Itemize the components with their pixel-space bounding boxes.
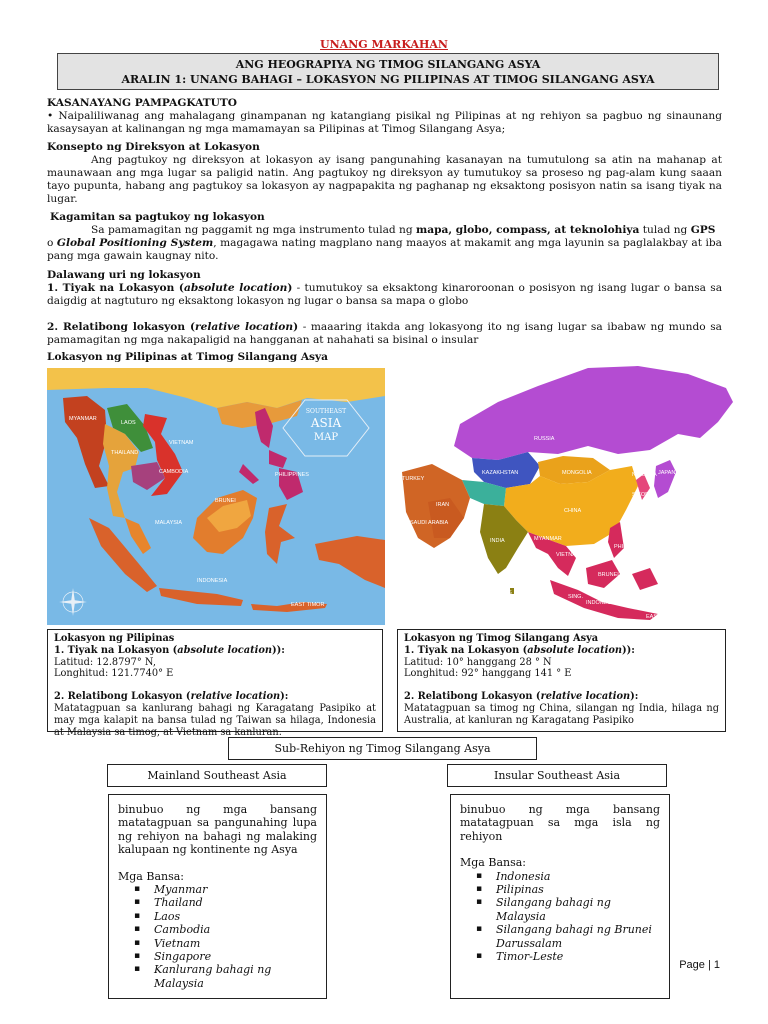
lesson-title-line1: ANG HEOGRAPIYA NG TIMOG SILANGANG ASYA: [235, 58, 541, 71]
list-item: ▪ Timor-Leste: [496, 950, 660, 963]
left-map-label: LAOS: [121, 420, 136, 426]
ph-latitude: Latitud: 12.8797° N,: [54, 656, 156, 668]
sea-location-box: [397, 629, 726, 732]
southeast-asia-map: [47, 368, 385, 625]
list-item: ▪ Indonesia: [496, 870, 660, 883]
philippines-location-box: [47, 629, 383, 738]
right-map-label: IRAN: [436, 502, 450, 508]
right-map-label: MYANMAR: [534, 536, 562, 542]
mainland-countries-label: Mga Bansa:: [118, 869, 184, 883]
ph-longitude: Longhitud: 121.7740° E: [54, 668, 174, 680]
list-item: ▪ Kanlurang bahagi ng Malaysia: [154, 963, 317, 990]
tools-text-part: Sa pamamagitan ng paggamit ng mga instrumento tulad ng: [91, 223, 417, 236]
compass-rose-icon: [59, 588, 87, 616]
insular-title: Insular Southeast Asia: [447, 764, 667, 787]
type-absolute: [47, 282, 722, 308]
sea-relative-text: Matatagpuan sa timog ng China, silangan ng India, hilaga ng Australia, at kanluran ng Karagatang Pasipiko: [404, 702, 719, 726]
concept-heading: Konsepto ng Direksyon at Lokasyon: [47, 141, 260, 153]
right-map-label: PHILIPPINES: [614, 544, 648, 550]
right-map-label: CHINA: [564, 508, 582, 514]
right-map-label: MONGOLIA: [562, 470, 592, 476]
concept-text: Ang pagtukoy ng direksyon at lokasyon ay isang pangunahing kasanayan na tumutulong sa atin na mahanap at maunawaan ang mga lugar sa paligid natin. Ang pagtukoy ng direksyon ay tumutukoy sa proseso ng pag-alam kung saaan tayo pupunta, habang ang pagtukoy sa lokasyon ay nagpapakita ng paghanap ng eksaktong posisyon natin sa isang tiyak na lugar.: [47, 153, 722, 205]
competency-bullet: • Naipaliliwanag ang mahalagang ginampanan ng katangiang pisikal ng Pilipinas at ng rehiyon sa pagbuo ng sinaunang kasaysayan at kalinangan ng mga mamamayan sa Pilipinas at Timog Silangang Asya;: [47, 109, 722, 135]
concept-section: [47, 141, 722, 206]
ph-relative-label-end: ):: [280, 691, 289, 703]
page-number: Page | 1: [679, 959, 720, 971]
mainland-box: [108, 794, 327, 999]
quarter-heading: UNANG MARKAHAN: [320, 38, 448, 51]
ph-absolute-en: absolute location: [177, 644, 272, 656]
ph-box-title: Lokasyon ng Pilipinas: [54, 633, 175, 644]
type-relative-text: - maaaring itakda ang lokasyong ito ng isang lugar sa ibabaw ng mundo sa pamamagitan ng mga nakapaligid na hangganan at nahahati sa bisinal o insular: [47, 320, 722, 346]
tools-gps: GPS: [690, 223, 716, 236]
right-map-label: KAZAKHSTAN: [482, 470, 519, 476]
sea-relative-heading: [404, 691, 719, 703]
location-types-section: [47, 269, 722, 347]
right-map-label: TURKEY: [402, 476, 425, 482]
left-map-label: THAILAND: [111, 450, 139, 456]
southeast-asia-map-image: [47, 368, 385, 625]
right-map-label: EAST TIMOR: [646, 614, 680, 620]
type-absolute-text: - tumutukoy sa eksaktong kinaroroonan o posisyon ng isang lugar o bansa sa daigdig at nagtuturo ng eksaktong lokasyon ng lugar o bansa sa mapa o globo: [47, 281, 723, 307]
ph-absolute-label-end: )):: [272, 644, 285, 656]
left-map-label: EAST TIMOR: [291, 602, 325, 608]
map-title-small: SOUTHEAST: [305, 408, 347, 415]
subregion-title: Sub-Rehiyon ng Timog Silangang Asya: [228, 737, 537, 760]
right-map-label: SAUDI ARABIA: [410, 520, 449, 526]
sea-absolute-heading: [404, 645, 719, 657]
left-map-label: BRUNEI: [215, 498, 236, 504]
right-map-label: TAIWAN: [642, 524, 663, 530]
types-heading: Dalawang uri ng lokasyon: [47, 269, 201, 281]
insular-country-list: [460, 870, 660, 964]
list-item: ▪ Vietnam: [154, 937, 317, 950]
lesson-title-line2: ARALIN 1: UNANG BAHAGI – LOKASYON NG PILIPINAS AT TIMOG SILANGANG ASYA: [121, 73, 655, 86]
left-map-label: VIETNAM: [169, 440, 194, 446]
list-item: ▪ Cambodia: [154, 923, 317, 936]
competency-section: [47, 97, 722, 136]
type-relative-label-end: ): [293, 320, 299, 333]
tools-instruments: mapa, globo, compass, at teknolohiya: [416, 223, 640, 236]
competency-heading: KASANAYANG PAMPAGKATUTO: [47, 97, 238, 109]
right-map-label: S.KOREA: [632, 492, 657, 498]
sea-box-title: Lokasyon ng Timog Silangang Asya: [404, 633, 599, 644]
left-map-label: MALAYSIA: [155, 520, 183, 526]
maps-heading: Lokasyon ng Pilipinas at Timog Silangang Asya: [47, 351, 329, 363]
mainland-title: Mainland Southeast Asia: [107, 764, 327, 787]
map-title-map: MAP: [313, 432, 339, 443]
right-map-label: SRI LANKA: [518, 584, 547, 590]
right-map-label: MALDIVES: [484, 590, 512, 596]
ph-absolute-heading: [54, 645, 376, 657]
map-title-big: ASIA: [310, 416, 342, 430]
tools-text-part: o: [47, 236, 57, 249]
type-relative: [47, 321, 722, 347]
insular-countries-label: Mga Bansa:: [460, 856, 526, 870]
tools-heading: Kagamitan sa pagtukoy ng lokasyon: [50, 211, 265, 223]
asia-map-image: [388, 362, 733, 624]
sea-relative-en: relative location: [540, 691, 631, 703]
lesson-title-box: [57, 53, 719, 90]
right-map-label: BRUNEI: [598, 572, 619, 578]
tools-gps-full: Global Positioning System: [56, 236, 214, 249]
list-item: ▪ Myanmar: [154, 883, 317, 896]
list-item: ▪ Pilipinas: [496, 883, 660, 896]
asia-map: [388, 362, 733, 624]
sea-relative-label-end: ):: [630, 691, 639, 703]
tools-section: [47, 211, 722, 263]
tools-text-part: , magagawa nating magplano nang maayos at makamit ang mga layunin sa paglalakbay at iba pang mga gawain kaugnay nito.: [47, 236, 722, 262]
sea-absolute-en: absolute location: [527, 644, 622, 656]
list-item: ▪ Silangang bahagi ng Malaysia: [496, 896, 660, 923]
left-map-label: PHILIPPINES: [275, 472, 309, 478]
right-map-label: RUSSIA: [534, 436, 555, 442]
ph-relative-heading: [54, 691, 376, 703]
sea-latitude: Latitud: 10° hanggang 28 ° N: [404, 656, 552, 668]
right-map-label: INDIA: [490, 538, 505, 544]
ph-absolute-label: 1. Tiyak na Lokasyon (: [54, 644, 178, 656]
ph-relative-text: Matatagpuan sa kanlurang bahagi ng Karagatang Pasipiko at may mga kalapit na bansa tulad ng Taiwan sa hilaga, Indonesia at Malaysia sa timog, at Vietnam sa kanluran.: [54, 702, 376, 738]
list-item: ▪ Singapore: [154, 950, 317, 963]
right-map-label: INDONESIA: [586, 600, 617, 606]
type-absolute-label: 1. Tiyak na Lokasyon (: [47, 281, 184, 294]
mainland-description: binubuo ng mga bansang matatagpuan sa pangunahing lupa ng rehiyon na bahagi ng malaking kalupaan ng kontinente ng Asya: [118, 803, 317, 857]
right-map-label: JAPAN: [658, 470, 676, 476]
mainland-country-list: [118, 883, 317, 990]
sea-longitude: Longhitud: 92° hanggang 141 ° E: [404, 668, 572, 680]
right-map-label: N.KOREA: [632, 472, 657, 478]
list-item: ▪ Laos: [154, 910, 317, 923]
tools-text-part: tulad ng: [639, 223, 691, 236]
type-absolute-label-end: ): [287, 281, 293, 294]
tools-text: [47, 224, 722, 263]
left-map-label: INDONESIA: [197, 578, 228, 584]
insular-box: [450, 794, 670, 999]
sea-relative-label: 2. Relatibong Lokasyon (: [404, 691, 541, 703]
list-item: ▪ Silangang bahagi ng Brunei Darussalam: [496, 923, 660, 950]
sea-absolute-label-end: )):: [622, 644, 635, 656]
type-relative-label: 2. Relatibong lokasyon (: [47, 320, 195, 333]
ph-relative-label: 2. Relatibong Lokasyon (: [54, 691, 191, 703]
type-absolute-en: absolute location: [183, 281, 288, 294]
sea-absolute-label: 1. Tiyak na Lokasyon (: [404, 644, 528, 656]
left-map-label: MYANMAR: [69, 416, 97, 422]
ph-relative-en: relative location: [190, 691, 281, 703]
left-map-label: CAMBODIA: [159, 469, 189, 475]
list-item: ▪ Thailand: [154, 896, 317, 909]
insular-description: binubuo ng mga bansang matatagpuan sa mga isla ng rehiyon: [460, 803, 660, 843]
right-map-label: VIETNAM: [556, 552, 581, 558]
type-relative-en: relative location: [195, 320, 294, 333]
right-map-label: SING.: [568, 594, 583, 600]
